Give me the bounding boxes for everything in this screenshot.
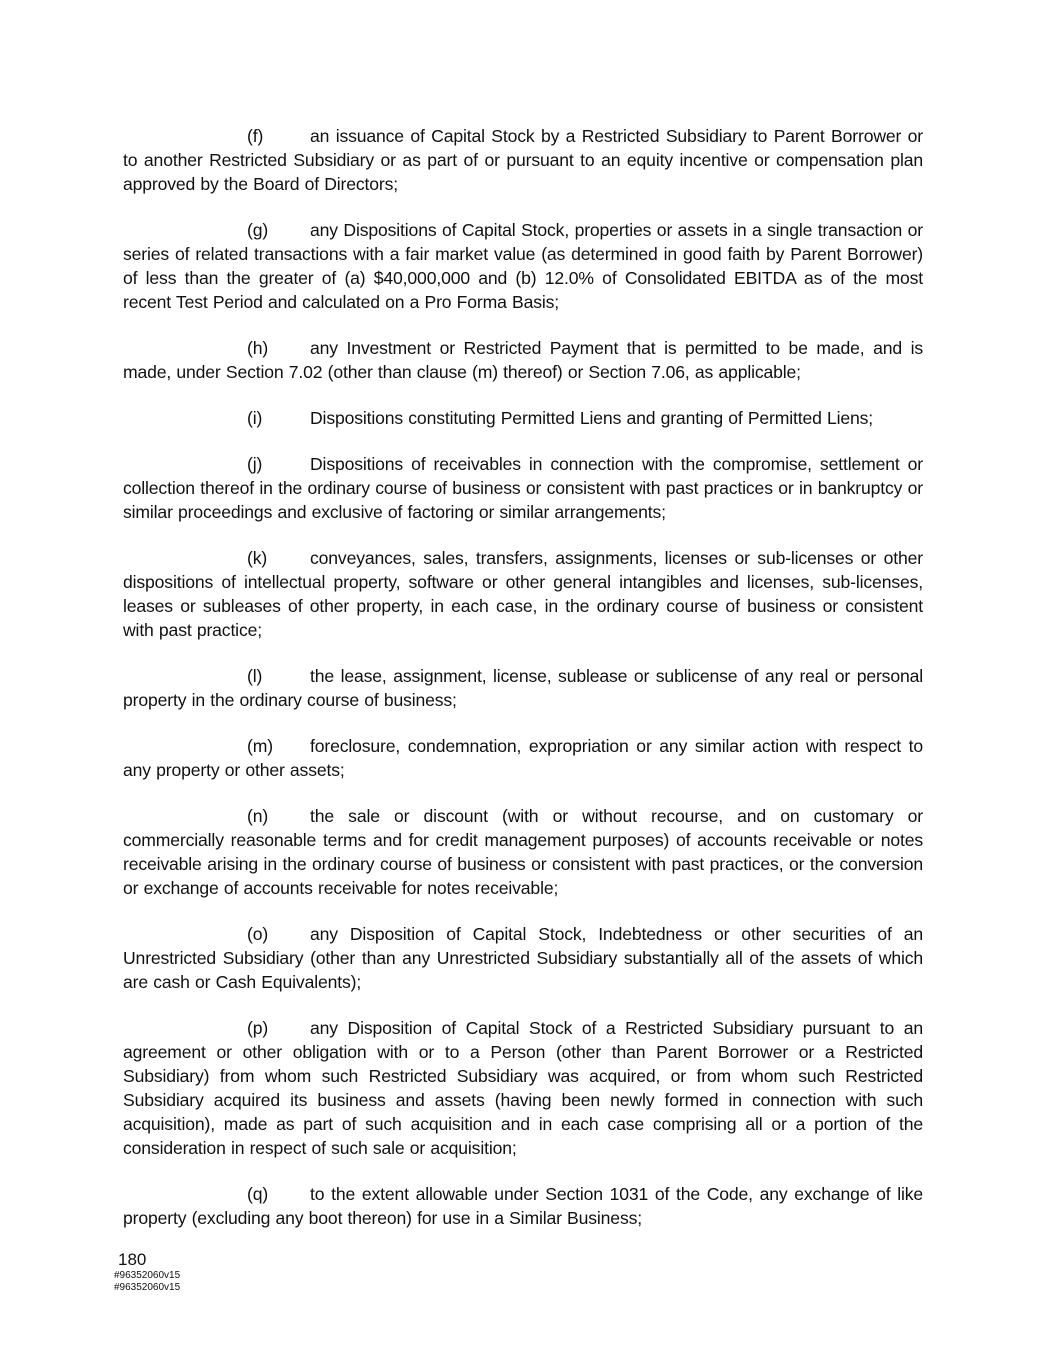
clause-text: to the extent allowable under Section 1031 of the Code, any exchange of like property (excluding any boot thereon) for use in a Similar Business; [123,1184,923,1228]
clause-label: (h) [247,338,269,358]
clause-text: an issuance of Capital Stock by a Restricted Subsidiary to Parent Borrower or to another Restricted Subsidiary or as part of or pursuant to an equity incentive or compensation plan approved by the Board of Directors; [123,126,923,194]
clause-label: (l) [247,666,263,686]
clause-text: any Disposition of Capital Stock, Indebtedness or other securities of an Unrestricted Subsidiary (other than any Unrestricted Subsidiary substantially all of the assets of which are cash or Cash Equivalents); [123,924,923,992]
clause-text: the sale or discount (with or without recourse, and on customary or commercially reasonable terms and for credit management purposes) of accounts receivable or notes receivable arising in the ordinary course of business or consistent with past practices, or the conversion or exchange of accounts receivable for notes receivable; [123,806,923,898]
clause-i [123,406,923,430]
page-footer [114,1250,180,1294]
clause-h [123,336,923,384]
clause-n [123,804,923,900]
page-number: 180 [118,1250,147,1269]
clause-label: (j) [247,454,263,474]
clause-text: foreclosure, condemnation, expropriation or any similar action with respect to any property or other assets; [123,736,923,780]
clause-label: (k) [247,548,268,568]
clause-label: (m) [247,736,273,756]
clause-label: (o) [247,924,269,944]
clause-label: (n) [247,806,269,826]
clause-p [123,1016,923,1160]
clause-label: (q) [247,1184,269,1204]
clause-g [123,218,923,314]
clause-f [123,124,923,196]
clause-m [123,734,923,782]
document-id: #96352060v15 [114,1270,181,1281]
clause-label: (p) [247,1018,269,1038]
clause-label: (g) [247,220,269,240]
clause-text: any Dispositions of Capital Stock, properties or assets in a single transaction or series of related transactions with a fair market value (as determined in good faith by Parent Borrower) of less than the greater of (a) $40,000,000 and (b) 12.0% of Consolidated EBITDA as of the most recent Test Period and calculated on a Pro Forma Basis; [123,220,923,312]
clause-text: Dispositions constituting Permitted Liens and granting of Permitted Liens; [310,408,874,428]
clause-text: Dispositions of receivables in connection with the compromise, settlement or collection thereof in the ordinary course of business or consistent with past practices or in bankruptcy or similar proceedings and exclusive of factoring or similar arrangements; [123,454,923,522]
clause-text: any Disposition of Capital Stock of a Restricted Subsidiary pursuant to an agreement or other obligation with or to a Person (other than Parent Borrower or a Restricted Subsidiary) from whom such Restricted Subsidiary was acquired, or from whom such Restricted Subsidiary acquired its business and assets (having been newly formed in connection with such acquisition), made as part of such acquisition and in each case comprising all or a portion of the consideration in respect of such sale or acquisition; [123,1018,923,1158]
clause-q [123,1182,923,1230]
clause-text: conveyances, sales, transfers, assignments, licenses or sub-licenses or other dispositions of intellectual property, software or other general intangibles and licenses, sub-licenses, leases or subleases of other property, in each case, in the ordinary course of business or consistent with past practice; [123,548,923,640]
document-body [123,124,923,1252]
clause-text: any Investment or Restricted Payment that is permitted to be made, and is made, under Section 7.02 (other than clause (m) thereof) or Section 7.06, as applicable; [123,338,923,382]
clause-k [123,546,923,642]
clause-l [123,664,923,712]
clause-text: the lease, assignment, license, sublease or sublicense of any real or personal property in the ordinary course of business; [123,666,923,710]
document-id: #96352060v15 [114,1282,181,1293]
clause-label: (f) [247,126,264,146]
clause-o [123,922,923,994]
clause-j [123,452,923,524]
clause-label: (i) [247,408,263,428]
